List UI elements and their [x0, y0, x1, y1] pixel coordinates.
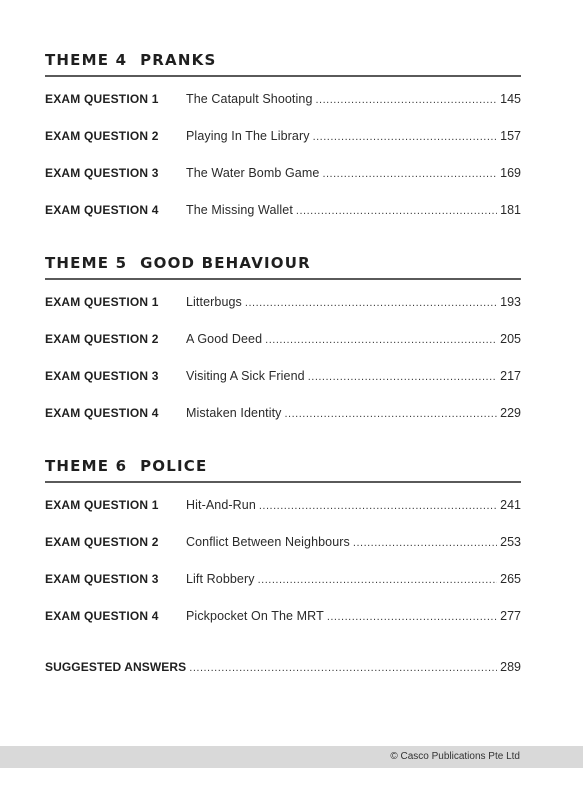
dot-leader: [259, 500, 497, 512]
question-label: EXAM QUESTION 4: [45, 405, 159, 420]
toc-entry[interactable]: [45, 560, 521, 597]
page-number: 241: [500, 497, 521, 512]
toc-entry[interactable]: [45, 523, 521, 560]
dot-leader: [265, 334, 497, 346]
question-title: The Missing Wallet: [186, 202, 293, 217]
toc-entry[interactable]: [45, 283, 521, 320]
dot-leader: [245, 297, 497, 309]
theme-title: THEME 4 PRANKS: [45, 51, 217, 69]
copyright-notice: © Casco Publications Pte Ltd: [390, 751, 520, 762]
dot-leader: [327, 611, 497, 623]
question-title: A Good Deed: [186, 331, 263, 346]
page-number: 277: [500, 608, 521, 623]
page-number: 217: [500, 368, 521, 383]
dot-leader: [316, 94, 498, 106]
theme-title: THEME 5 GOOD BEHAVIOUR: [45, 254, 311, 272]
dot-leader: [296, 205, 497, 217]
question-label: EXAM QUESTION 2: [45, 534, 159, 549]
question-label: EXAM QUESTION 1: [45, 497, 159, 512]
question-title: Visiting A Sick Friend: [186, 368, 305, 383]
dot-leader: [322, 168, 497, 180]
theme-divider: [45, 481, 521, 483]
dot-leader: [285, 408, 498, 420]
question-label: EXAM QUESTION 3: [45, 165, 159, 180]
page-number: 193: [500, 294, 521, 309]
toc-entry[interactable]: [45, 80, 521, 117]
page-number: 229: [500, 405, 521, 420]
question-title: Playing In The Library: [186, 128, 310, 143]
dot-leader: [308, 371, 497, 383]
toc-entry[interactable]: [45, 597, 521, 634]
theme-title: THEME 6 POLICE: [45, 457, 208, 475]
question-title: Lift Robbery: [186, 571, 255, 586]
question-label: EXAM QUESTION 4: [45, 202, 159, 217]
page-number: 181: [500, 202, 521, 217]
dot-leader: [189, 662, 497, 674]
question-title: Conflict Between Neighbours: [186, 534, 350, 549]
suggested-answers-label: SUGGESTED ANSWERS: [45, 660, 187, 674]
dot-leader: [313, 131, 497, 143]
question-title: Pickpocket On The MRT: [186, 608, 324, 623]
page-number: 157: [500, 128, 521, 143]
dot-leader: [258, 574, 497, 586]
theme-section: [45, 50, 521, 228]
theme-section: [45, 456, 521, 634]
question-title: The Water Bomb Game: [186, 165, 320, 180]
question-label: EXAM QUESTION 2: [45, 331, 159, 346]
page-number: 265: [500, 571, 521, 586]
page-number: 145: [500, 91, 521, 106]
question-label: EXAM QUESTION 3: [45, 368, 159, 383]
theme-divider: [45, 278, 521, 280]
question-label: EXAM QUESTION 3: [45, 571, 159, 586]
theme-section: [45, 253, 521, 431]
toc-entry[interactable]: [45, 191, 521, 228]
question-label: EXAM QUESTION 2: [45, 128, 159, 143]
question-label: EXAM QUESTION 1: [45, 294, 159, 309]
page-number: 205: [500, 331, 521, 346]
question-title: The Catapult Shooting: [186, 91, 313, 106]
page-number: 289: [500, 660, 521, 674]
question-title: Litterbugs: [186, 294, 242, 309]
question-label: EXAM QUESTION 4: [45, 608, 159, 623]
dot-leader: [353, 537, 497, 549]
question-title: Hit-And-Run: [186, 497, 256, 512]
toc-entry[interactable]: [45, 117, 521, 154]
suggested-answers-entry[interactable]: [45, 650, 521, 684]
toc-entry[interactable]: [45, 154, 521, 191]
page-number: 169: [500, 165, 521, 180]
toc-entry[interactable]: [45, 320, 521, 357]
theme-divider: [45, 75, 521, 77]
footer-bar: [0, 746, 583, 768]
question-title: Mistaken Identity: [186, 405, 282, 420]
page-number: 253: [500, 534, 521, 549]
toc-entry[interactable]: [45, 394, 521, 431]
toc-entry[interactable]: [45, 486, 521, 523]
question-label: EXAM QUESTION 1: [45, 91, 159, 106]
toc-entry[interactable]: [45, 357, 521, 394]
